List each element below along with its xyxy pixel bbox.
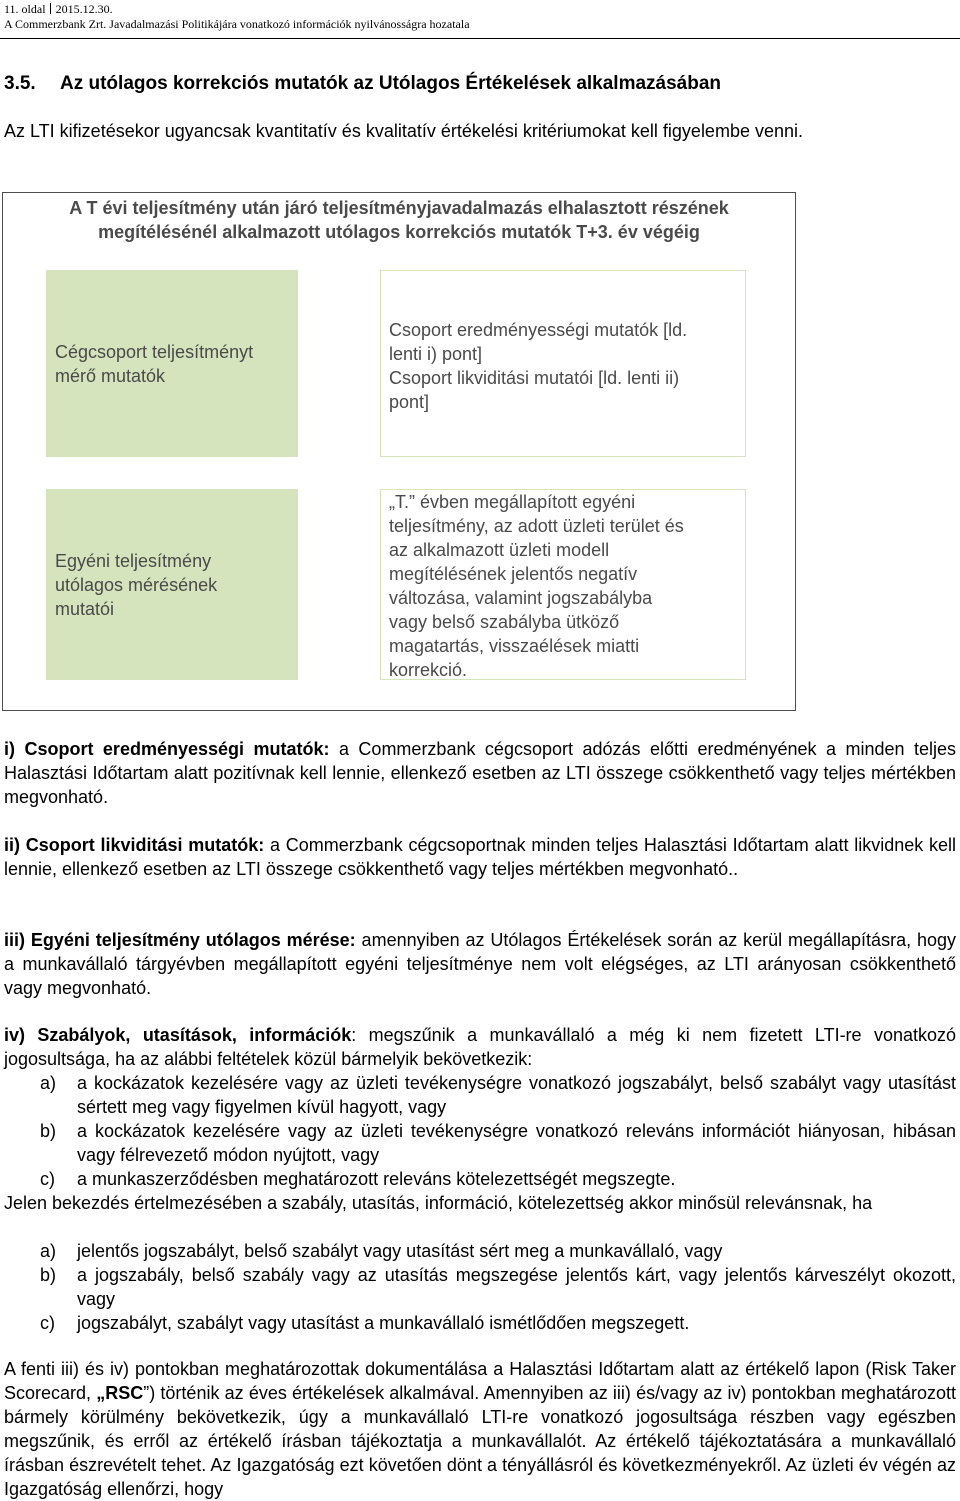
header-separator [50, 3, 51, 14]
box-line: mérő mutatók [55, 365, 166, 386]
box-line: vagy belső szabályba ütköző [389, 612, 620, 632]
list-text: a jogszabály, belső szabály vagy az utasítás megszegése jelentős kárt, vagy jelentős kárveszélyt okozott, vagy [77, 1265, 956, 1309]
paragraph-iii [4, 928, 956, 1000]
list-item [40, 1263, 956, 1311]
individual-indicators-box [46, 489, 298, 680]
list-marker: a) [40, 1073, 57, 1093]
paragraph-ii [4, 833, 956, 881]
group-indicators-box [46, 270, 298, 457]
paragraph-label: iv) Szabályok, utasítások, információk [4, 1025, 352, 1045]
list-item [40, 1071, 956, 1119]
box-line: teljesítmény, az adott üzleti terület és [389, 516, 684, 536]
paragraph-text: a Commerzbank cégcsoport adózás előtti eredményének a minden teljes Halasztási Időtartam alatt pozitívnak kell lennie, ellenkező esetben az LTI összege csökkenthető vagy teljes mértékben megvonható. [4, 739, 957, 807]
header-date: 2015.12.30. [55, 2, 113, 16]
paragraph-text: ”) történik az éves értékelések alkalmával. Amennyiben az iii) és/vagy az iv) pontokban meghatározott bármely körülmény bekövetkezik, úgy a munkavállaló LTI-re vonatkozó jogosultsága részben vagy egészben megszűnik, és erről az értékelő írásban tájékoztatja a munkavállalót. Az értékelő tájékoztatására a munkavállaló írásban észrevételt tehet. Az Igazgatóság ezt követően dönt a tényállásról és következményekről. Az üzleti év végén az Igazgatóság ellenőrzi, hogy [4, 1383, 956, 1499]
section-title-text: Az utólagos korrekciós mutatók az Utólagos Értékelések alkalmazásában [60, 73, 722, 94]
list-item [40, 1167, 956, 1191]
section-number: 3.5. [4, 73, 36, 94]
box-line: utólagos mérésének [55, 574, 218, 595]
list-text: a kockázatok kezelésére vagy az üzleti tevékenységre vonatkozó jogszabályt, belső szabályt vagy utasítást sértett meg vagy figyelmen kívül hagyott, vagy [77, 1073, 956, 1117]
list-marker: b) [40, 1265, 57, 1285]
box-line: „T.” évben megállapított egyéni [389, 492, 636, 512]
intro-text: Az LTI kifizetésekor ugyancsak kvantitatív és kvalitatív értékelési kritériumokat kell figyelembe venni. [4, 121, 803, 141]
list-text: jelentős jogszabályt, belső szabályt vagy utasítást sért meg a munkavállaló, vagy [77, 1241, 723, 1261]
list-text: a kockázatok kezelésére vagy az üzleti tevékenységre vonatkozó releváns információt hiányosan, hibásan vagy félrevezető módon nyújtott, vagy [77, 1121, 956, 1165]
list-marker: c) [40, 1313, 55, 1333]
section-heading [4, 72, 721, 96]
list-text: a munkaszerződésben meghatározott releváns kötelezettségét megszegte. [77, 1169, 676, 1189]
header-subtitle: A Commerzbank Zrt. Javadalmazási Politikájára vonatkozó információk nyilvánosságra hozatala [4, 17, 470, 31]
box-line: Csoport eredményességi mutatók [ld. [389, 320, 688, 340]
individual-indicators-detail-box [380, 489, 746, 680]
list-item [40, 1119, 956, 1167]
page-number: 11. oldal [4, 2, 46, 16]
list-marker: b) [40, 1121, 57, 1141]
paragraph-text: : megszűnik a munkavállaló a még ki nem fizetett LTI-re vonatkozó jogosultsága, ha az alábbi feltételek közül bármelyik bekövetkezik: [4, 1025, 957, 1069]
header-rule [0, 38, 960, 39]
box-line: az alkalmazott üzleti modell [389, 540, 610, 560]
diagram-title-line: A T évi teljesítmény után járó teljesítményjavadalmazás elhalasztott részének [69, 198, 729, 218]
box-line: Cégcsoport teljesítményt [55, 341, 254, 362]
list-item [40, 1239, 956, 1263]
list-marker: a) [40, 1241, 57, 1261]
list-text: jogszabályt, szabályt vagy utasítást a munkavállaló ismétlődően megszegett. [77, 1313, 690, 1333]
paragraph-iv [4, 1023, 956, 1071]
box-line: lenti i) pont] [389, 344, 483, 364]
list-marker: c) [40, 1169, 55, 1189]
box-line: korrekció. [389, 660, 468, 680]
box-line: változása, valamint jogszabályba [389, 588, 653, 608]
paragraph-i [4, 737, 956, 809]
paragraph-text: A fenti iii) és iv) pontokban meghatározottak dokumentálása a Halasztási Időtartam alatt az értékelő lapon (Risk Taker Scorecard, [4, 1359, 956, 1403]
paragraph-text: a Commerzbank cégcsoportnak minden teljes Halasztási Időtartam alatt likvidnek kell lennie, ellenkező esetben az LTI összege csökkenthető vagy teljes mértékben megvonható.. [4, 835, 957, 879]
paragraph-label: i) Csoport eredményességi mutatók: [4, 739, 330, 759]
box-line: Csoport likviditási mutatói [ld. lenti ii) [389, 368, 680, 388]
paragraph-label: ii) Csoport likviditási mutatók: [4, 835, 265, 855]
box-line: pont] [389, 392, 430, 412]
group-indicators-detail-box [380, 270, 746, 457]
box-line: mutatói [55, 598, 115, 619]
box-line: Egyéni teljesítmény [55, 550, 212, 571]
paragraph-text: amennyiben az Utólagos Értékelések során az kerül megállapításra, hogy a munkavállaló tárgyévben megállapított egyéni teljesítménye nem volt elégséges, az LTI arányosan csökkenthető vagy megvonható. [4, 930, 956, 998]
page-header [4, 2, 470, 32]
rsc-label: „RSC [96, 1383, 144, 1403]
header-line-1 [4, 2, 470, 17]
paragraph-definition: Jelen bekezdés értelmezésében a szabály, utasítás, információ, kötelezettség akkor minősül relevánsnak, ha [4, 1193, 873, 1213]
box-line: megítélésének jelentős negatív [389, 564, 638, 584]
paragraph-documentation [4, 1357, 956, 1501]
paragraph-label: iii) Egyéni teljesítmény utólagos mérése: [4, 930, 356, 950]
box-line: magatartás, visszaélések miatti [389, 636, 640, 656]
diagram-title [0, 196, 798, 244]
diagram-title-line: megítélésénél alkalmazott utólagos korrekciós mutatók T+3. év végéig [98, 222, 700, 242]
list-item [40, 1311, 956, 1335]
